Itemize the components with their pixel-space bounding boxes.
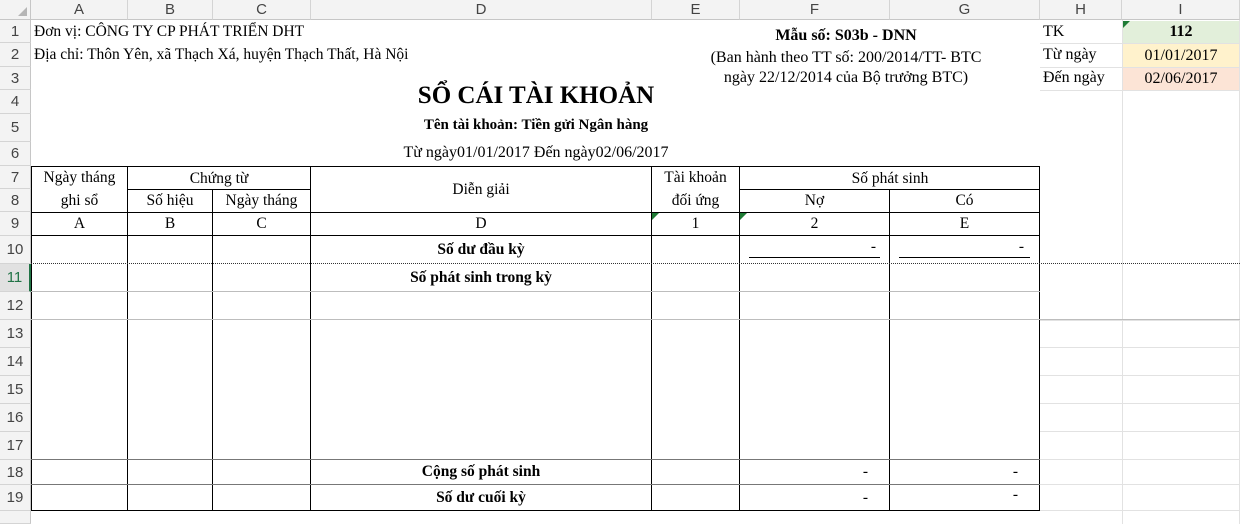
period-activity-label[interactable]: Số phát sinh trong kỳ xyxy=(410,269,552,286)
header-description[interactable]: Diễn giải xyxy=(452,180,510,198)
from-date-cell[interactable]: 01/01/2017 xyxy=(1123,44,1239,67)
error-indicator-icon xyxy=(652,213,659,220)
underline xyxy=(899,257,1030,258)
from-date-label[interactable]: Từ ngày xyxy=(1043,46,1097,63)
header-posting-date-line1[interactable]: Ngày tháng xyxy=(43,169,116,186)
row-header-4[interactable]: 4 xyxy=(0,90,31,114)
row-header-1[interactable]: 1 xyxy=(0,20,31,43)
column-header-b[interactable]: B xyxy=(128,0,213,20)
company-address[interactable]: Địa chỉ: Thôn Yên, xã Thạch Xá, huyện Thạch Thất, Hà Nội xyxy=(34,46,409,63)
column-header-g[interactable]: G xyxy=(890,0,1040,20)
row-header-3[interactable]: 3 xyxy=(0,67,31,90)
column-header-d[interactable]: D xyxy=(311,0,652,20)
ledger-title[interactable]: SỔ CÁI TÀI KHOẢN xyxy=(417,82,655,109)
column-header-e[interactable]: E xyxy=(652,0,740,20)
row-divider xyxy=(31,291,1040,292)
code-cell-1[interactable]: 1 xyxy=(691,215,700,232)
to-date-cell[interactable]: 02/06/2017 xyxy=(1123,68,1239,90)
account-name[interactable]: Tên tài khoản: Tiền gửi Ngân hàng xyxy=(423,117,649,133)
error-indicator-icon xyxy=(1123,21,1130,28)
closing-debit[interactable]: - xyxy=(862,488,868,506)
row-header-7[interactable]: 7 xyxy=(0,166,31,189)
tk-value-cell[interactable]: 112 xyxy=(1123,21,1239,43)
opening-balance-credit[interactable]: - xyxy=(1018,238,1024,255)
total-activity-label[interactable]: Cộng số phát sinh xyxy=(421,463,541,480)
total-debit[interactable]: - xyxy=(862,463,868,480)
row-header-19[interactable]: 19 xyxy=(0,485,31,511)
table-border xyxy=(212,189,213,511)
issued-by-line-2[interactable]: ngày 22/12/2014 của Bộ trưởng BTC) xyxy=(723,69,969,86)
row-header-16[interactable]: 16 xyxy=(0,404,31,432)
underline xyxy=(749,257,880,258)
header-posting-date-line2[interactable]: ghi sổ xyxy=(60,192,99,209)
header-amounts[interactable]: Số phát sinh xyxy=(851,169,929,187)
row-header-10[interactable]: 10 xyxy=(0,236,31,264)
to-date-label[interactable]: Đến ngày xyxy=(1043,69,1105,86)
row-header-14[interactable]: 14 xyxy=(0,348,31,376)
opening-balance-label[interactable]: Số dư đầu kỳ xyxy=(437,241,525,258)
gridline xyxy=(1040,431,1240,432)
code-cell-a[interactable]: A xyxy=(73,215,86,232)
column-header-c[interactable]: C xyxy=(213,0,311,20)
row-header-18[interactable]: 18 xyxy=(0,460,31,485)
row-divider xyxy=(31,319,1240,320)
header-credit[interactable]: Có xyxy=(955,192,974,209)
row-header-8[interactable]: 8 xyxy=(0,189,31,212)
row-header-13[interactable]: 13 xyxy=(0,320,31,348)
opening-balance-debit[interactable]: - xyxy=(870,238,876,255)
row-header-2[interactable]: 2 xyxy=(0,43,31,67)
row-header-5[interactable]: 5 xyxy=(0,114,31,142)
header-voucher[interactable]: Chứng từ xyxy=(189,169,249,187)
error-indicator-icon xyxy=(740,213,747,220)
closing-balance-label[interactable]: Số dư cuối kỳ xyxy=(436,488,526,506)
row-header-11[interactable]: 11 xyxy=(0,264,31,292)
row-header-12[interactable]: 12 xyxy=(0,292,31,320)
gridline xyxy=(1040,375,1240,376)
code-cell-2[interactable]: 2 xyxy=(810,215,819,232)
column-header-f[interactable]: F xyxy=(740,0,890,20)
company-name[interactable]: Đơn vị: CÔNG TY CP PHÁT TRIỂN DHT xyxy=(34,23,305,40)
gridline xyxy=(1040,90,1240,91)
tk-label[interactable]: TK xyxy=(1043,23,1065,40)
header-voucher-date[interactable]: Ngày tháng xyxy=(225,192,298,209)
header-debit[interactable]: Nợ xyxy=(804,192,825,209)
row-header-17[interactable]: 17 xyxy=(0,432,31,460)
total-credit[interactable]: - xyxy=(1012,463,1018,480)
code-cell-e[interactable]: E xyxy=(959,215,970,232)
table-border xyxy=(31,235,1040,236)
row-header-6[interactable]: 6 xyxy=(0,142,31,166)
code-cell-b[interactable]: B xyxy=(164,215,176,232)
gridline xyxy=(1040,347,1240,348)
gridline xyxy=(1040,484,1240,485)
select-all-corner[interactable] xyxy=(0,0,31,20)
row-header-15[interactable]: 15 xyxy=(0,376,31,404)
period-range[interactable]: Từ ngày01/01/2017 Đến ngày02/06/2017 xyxy=(403,144,669,161)
row-divider xyxy=(31,263,1240,264)
column-header-i[interactable]: I xyxy=(1122,0,1240,20)
gridline xyxy=(1122,20,1123,524)
header-contra-account-line2[interactable]: đối ứng xyxy=(671,192,720,209)
column-header-h[interactable]: H xyxy=(1040,0,1122,20)
header-contra-account-line1[interactable]: Tài khoản xyxy=(664,169,727,186)
form-number[interactable]: Mẫu số: S03b - DNN xyxy=(775,27,917,44)
row-header-9[interactable]: 9 xyxy=(0,212,31,236)
code-cell-c[interactable]: C xyxy=(256,215,267,232)
gridline xyxy=(1040,510,1240,511)
gridline xyxy=(1040,320,1240,321)
row-header-20[interactable] xyxy=(0,511,31,524)
gridline xyxy=(1040,459,1240,460)
code-cell-d[interactable]: D xyxy=(475,215,487,232)
gridline xyxy=(1040,403,1240,404)
closing-credit[interactable]: - xyxy=(1012,486,1018,503)
issued-by-line-1[interactable]: (Ban hành theo TT số: 200/2014/TT- BTC xyxy=(710,49,982,66)
header-voucher-number[interactable]: Số hiệu xyxy=(146,192,194,209)
column-header-a[interactable]: A xyxy=(31,0,128,20)
